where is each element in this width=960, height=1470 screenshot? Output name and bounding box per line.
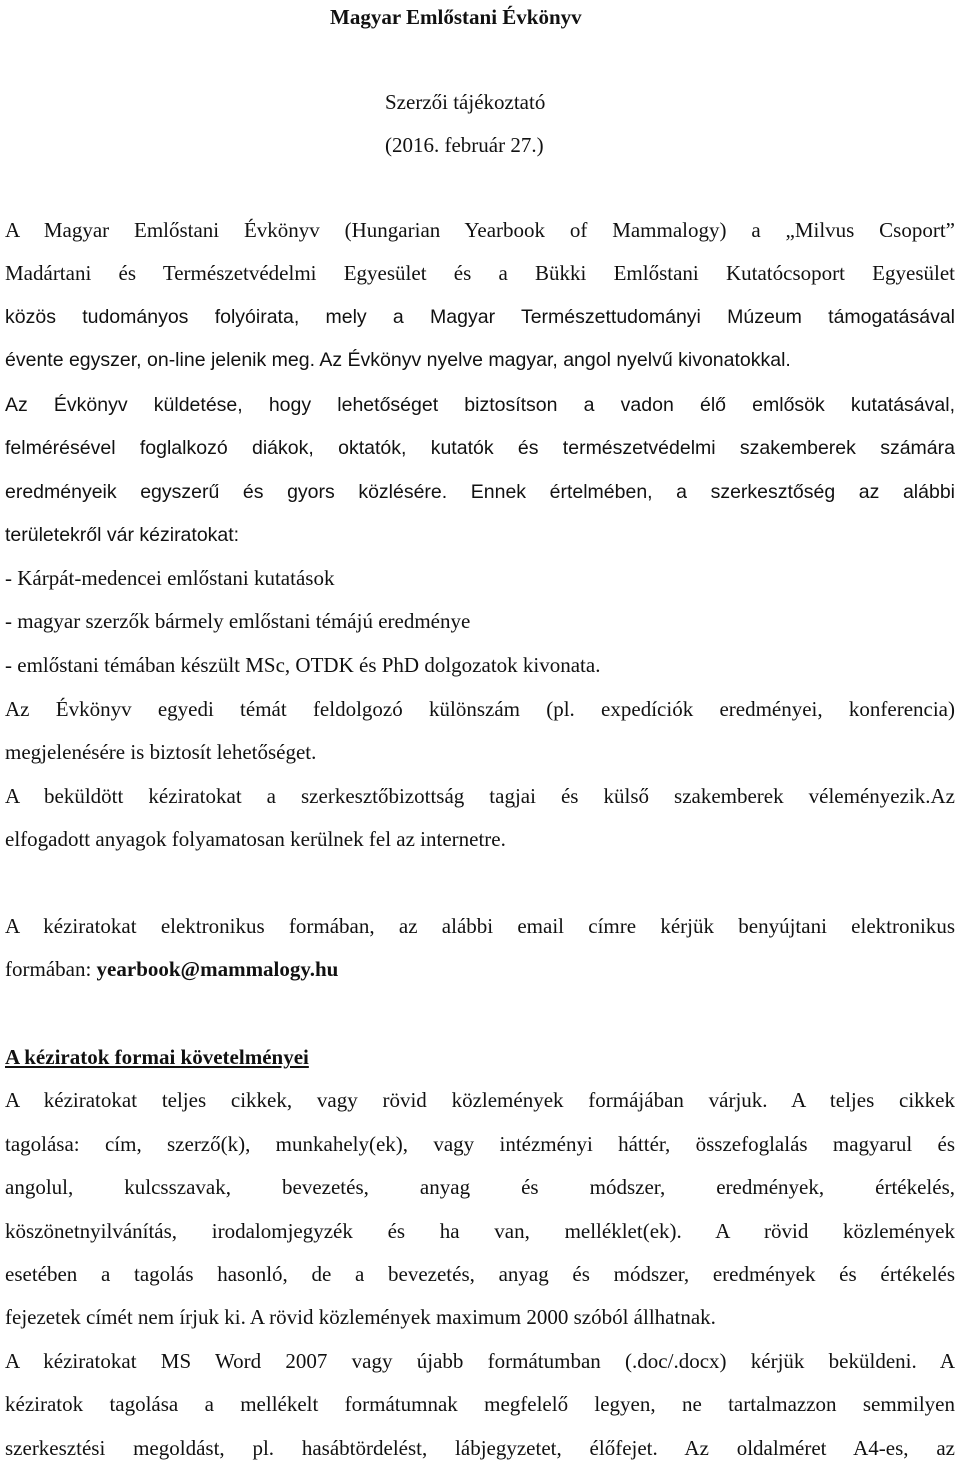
mission-paragraph xyxy=(5,384,955,558)
requirements-line: A kéziratokat MS Word 2007 vagy újabb formátumban (.doc/.docx) kérjük beküldeni. A xyxy=(5,1348,955,1373)
requirements-line: szerkesztési megoldást, pl. hasábtördelést, lábjegyzetet, élőfejet. Az oldalméret A4-es, az xyxy=(5,1435,955,1460)
document-date: (2016. február 27.) xyxy=(385,133,544,157)
submission-prefix: formában: xyxy=(5,957,97,982)
intro-line: közös tudományos folyóirata, mely a Magyar Természettudományi Múzeum támogatásával xyxy=(5,305,955,328)
review-line: elfogadott anyagok folyamatosan kerülnek fel az internetre. xyxy=(5,827,506,852)
requirements-line: kéziratok tagolása a mellékelt formátumnak megfelelő legyen, ne tartalmazzon semmilyen xyxy=(5,1392,955,1417)
special-issue-paragraph xyxy=(5,688,955,775)
requirements-section xyxy=(5,1036,955,1470)
list-item: - Kárpát-medencei emlőstani kutatások xyxy=(5,566,335,590)
submission-line xyxy=(5,948,955,991)
requirements-heading: A kéziratok formai követelményei xyxy=(5,1045,309,1069)
list-item: - emlőstani témában készült MSc, OTDK és PhD dolgozatok kivonata. xyxy=(5,652,601,677)
mission-line: területekről vár kéziratokat: xyxy=(5,524,240,547)
intro-line: évente egyszer, on-line jelenik meg. Az Évkönyv nyelve magyar, angol nyelvű kivonatokkal. xyxy=(5,349,791,372)
mission-line: eredményeik egyszerű és gyors közlésére. Ennek értelmében, a szerkesztőség az alábbi xyxy=(5,480,955,503)
areas-list xyxy=(5,557,955,687)
review-line: A beküldött kéziratokat a szerkesztőbizottság tagjai és külső szakemberek véleményezik.Az xyxy=(5,784,955,808)
requirements-line: tagolása: cím, szerző(k), munkahely(ek), vagy intézményi háttér, összefoglalás magyarul és xyxy=(5,1131,955,1156)
mission-line: Az Évkönyv küldetése, hogy lehetőséget biztosítson a vadon élő emlősök kutatásával, xyxy=(5,394,955,416)
document-subtitle: Szerzői tájékoztató xyxy=(385,90,546,114)
intro-line: Madártani és Természetvédelmi Egyesület és a Bükki Emlőstani Kutatócsoport Egyesület xyxy=(5,261,955,286)
submission-email: yearbook@mammalogy.hu xyxy=(96,957,339,982)
requirements-line: fejezetek címét nem írjuk ki. A rövid közlemények maximum 2000 szóból állhatnak. xyxy=(5,1305,716,1330)
intro-paragraph xyxy=(5,209,955,383)
requirements-line: A kéziratokat teljes cikkek, vagy rövid közlemények formájában várjuk. A teljes cikkek xyxy=(5,1088,955,1113)
requirements-line: esetében a tagolás hasonló, de a bevezetés, anyag és módszer, eredmények és értékelés xyxy=(5,1262,955,1287)
requirements-line: köszönetnyilvánítás, irodalomjegyzék és ha van, melléklet(ek). A rövid közlemények xyxy=(5,1218,955,1243)
submission-line: A kéziratokat elektronikus formában, az alábbi email címre kérjük benyújtani elektronikus xyxy=(5,914,955,938)
intro-line: A Magyar Emlőstani Évkönyv (Hungarian Yearbook of Mammalogy) a „Milvus Csoport” xyxy=(5,218,955,242)
review-paragraph xyxy=(5,775,955,862)
submission-paragraph xyxy=(5,905,955,992)
requirements-line: angolul, kulcsszavak, bevezetés, anyag és módszer, eredmények, értékelés, xyxy=(5,1175,955,1200)
special-line: megjelenésére is biztosít lehetőséget. xyxy=(5,740,317,765)
mission-line: felmérésével foglalkozó diákok, oktatók, kutatók és természetvédelmi szakemberek számára xyxy=(5,437,955,460)
document-title: Magyar Emlőstani Évkönyv xyxy=(330,5,582,29)
special-line: Az Évkönyv egyedi témát feldolgozó különszám (pl. expedíciók eredményei, konferencia) xyxy=(5,697,955,721)
list-item: - magyar szerzők bármely emlőstani témájú eredménye xyxy=(5,609,471,634)
